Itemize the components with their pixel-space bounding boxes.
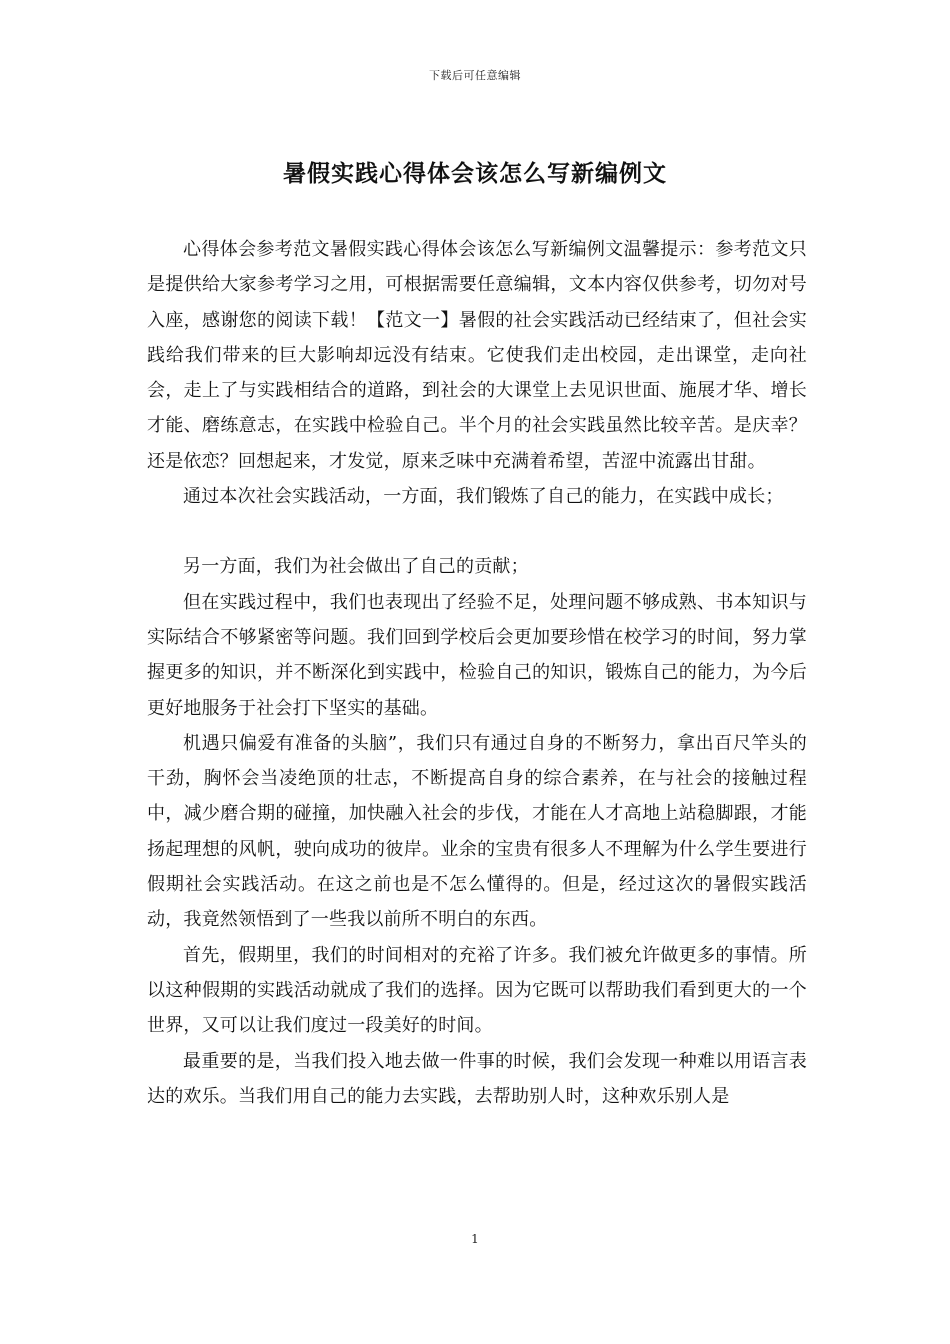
paragraph: 最重要的是，当我们投入地去做一件事的时候，我们会发现一种难以用语言表达的欢乐。当我们用自己的能力去实践，去帮助别人时，这种欢乐别人是 (147, 1050, 807, 1107)
page-number: 1 (471, 1232, 479, 1246)
blank-line (147, 514, 807, 549)
document-title: 暑假实践心得体会该怎么写新编例文 (283, 160, 667, 187)
paragraph: 心得体会参考范文暑假实践心得体会该怎么写新编例文温馨提示：参考范文只是提供给大家参考学习之用，可根据需要任意编辑，文本内容仅供参考，切勿对号入座，感谢您的阅读下载！【范文一】暑假的社会实践活动已经结束了，但社会实践给我们带来的巨大影响却远没有结束。它使我们走出校园，走出课堂，走向社会，走上了与实践相结合的道路，到社会的大课堂上去见识世面、施展才华、增长才能、磨练意志，在实践中检验自己。半个月的社会实践虽然比较辛苦。是庆幸？还是依恋？回想起来，才发觉，原来乏味中充满着希望，苦涩中流露出甘甜。 (147, 239, 807, 472)
document-body (147, 232, 807, 1114)
header-note: 下载后可任意编辑 (429, 69, 521, 82)
paragraph: 机遇只偏爱有准备的头脑”，我们只有通过自身的不断努力，拿出百尺竿头的干劲，胸怀会当凌绝顶的壮志，不断提高自身的综合素养，在与社会的接触过程中，减少磨合期的碰撞，加快融入社会的步伐，才能在人才高地上站稳脚跟，才能扬起理想的风帆，驶向成功的彼岸。业余的宝贵有很多人不理解为什么学生要进行假期社会实践活动。在这之前也是不怎么懂得的。但是，经过这次的暑假实践活动，我竟然领悟到了一些我以前所不明白的东西。 (147, 732, 807, 931)
paragraph: 首先，假期里，我们的时间相对的充裕了许多。我们被允许做更多的事情。所以这种假期的实践活动就成了我们的选择。因为它既可以帮助我们看到更大的一个世界，又可以让我们度过一段美好的时间。 (147, 944, 807, 1037)
paragraph: 通过本次社会实践活动，一方面，我们锻炼了自己的能力，在实践中成长； (183, 486, 784, 508)
paragraph: 另一方面，我们为社会做出了自己的贡献； (183, 556, 529, 578)
paragraph: 但在实践过程中，我们也表现出了经验不足，处理问题不够成熟、书本知识与实际结合不够紧密等问题。我们回到学校后会更加要珍惜在校学习的时间，努力掌握更多的知识，并不断深化到实践中，检验自己的知识，锻炼自己的能力，为今后更好地服务于社会打下坚实的基础。 (147, 591, 807, 719)
